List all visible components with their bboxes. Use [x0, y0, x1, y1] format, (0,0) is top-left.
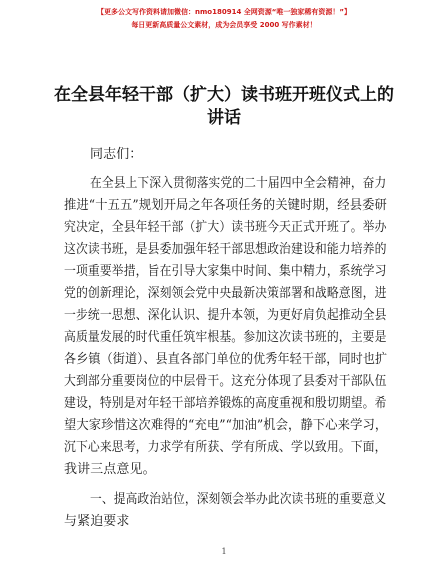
body-line: 究决定，全县年轻干部（扩大）读书班今天正式开班了。举办	[64, 220, 387, 235]
document-title-line-1: 在全县年轻干部（扩大）读书班开班仪式上的	[54, 85, 394, 105]
document-title-line-2: 讲话	[207, 108, 241, 128]
section-heading-line-1: 一、提高政治站位，深刻领会举办此次读书班的重要意义	[90, 492, 387, 507]
body-line: 一步统一思想、深化认识、提升本领，为更好肩负起推动全县	[64, 308, 387, 323]
body-line: 党的创新理论，深刻领会党中央最新决策部署和战略意图，进	[64, 286, 387, 301]
body-line: 各乡镇（街道）、县直各部门单位的优秀年轻干部，同时也扩	[64, 352, 388, 367]
body-line: 望大家珍惜这次难得的“充电”“加油”机会，静下心来学习，	[64, 418, 388, 433]
body-line: 我讲三点意见。	[64, 462, 156, 477]
body-line: 这次读书班，是县委加强年轻干部思想政治建设和能力培养的	[64, 242, 387, 257]
body-line: 高质量发展的时代重任筑牢根基。参加这次读书班的，主要是	[64, 330, 387, 345]
salutation: 同志们：	[90, 147, 143, 162]
body-line: 大到部分重要岗位的中层骨干。这充分体现了县委对干部队伍	[64, 374, 387, 389]
promo-banner-line-2: 每日更新高质量公文素材，成为会员享受 2000 写作素材！	[131, 21, 317, 29]
body-line: 推进“十五五”规划开局之年各项任务的关键时期，经县委研	[64, 198, 387, 213]
promo-banner-line-1: 【更多公文写作资料请加微信：nmo180914 全网资源“唯一独家稀有资源！”】	[97, 8, 351, 16]
page-number: 1	[221, 547, 227, 556]
body-line: 一项重要举措，旨在引导大家集中时间、集中精力，系统学习	[64, 264, 387, 279]
body-line: 建设，特别是对年轻干部培养锻炼的高度重视和殷切期望。希	[64, 396, 387, 411]
body-line: 在全县上下深入贯彻落实党的二十届四中全会精神，奋力	[90, 176, 387, 191]
section-heading-line-2: 与紧迫要求	[64, 514, 130, 529]
body-line: 沉下心来思考，力求学有所获、学有所成、学以致用。下面，	[64, 440, 387, 455]
